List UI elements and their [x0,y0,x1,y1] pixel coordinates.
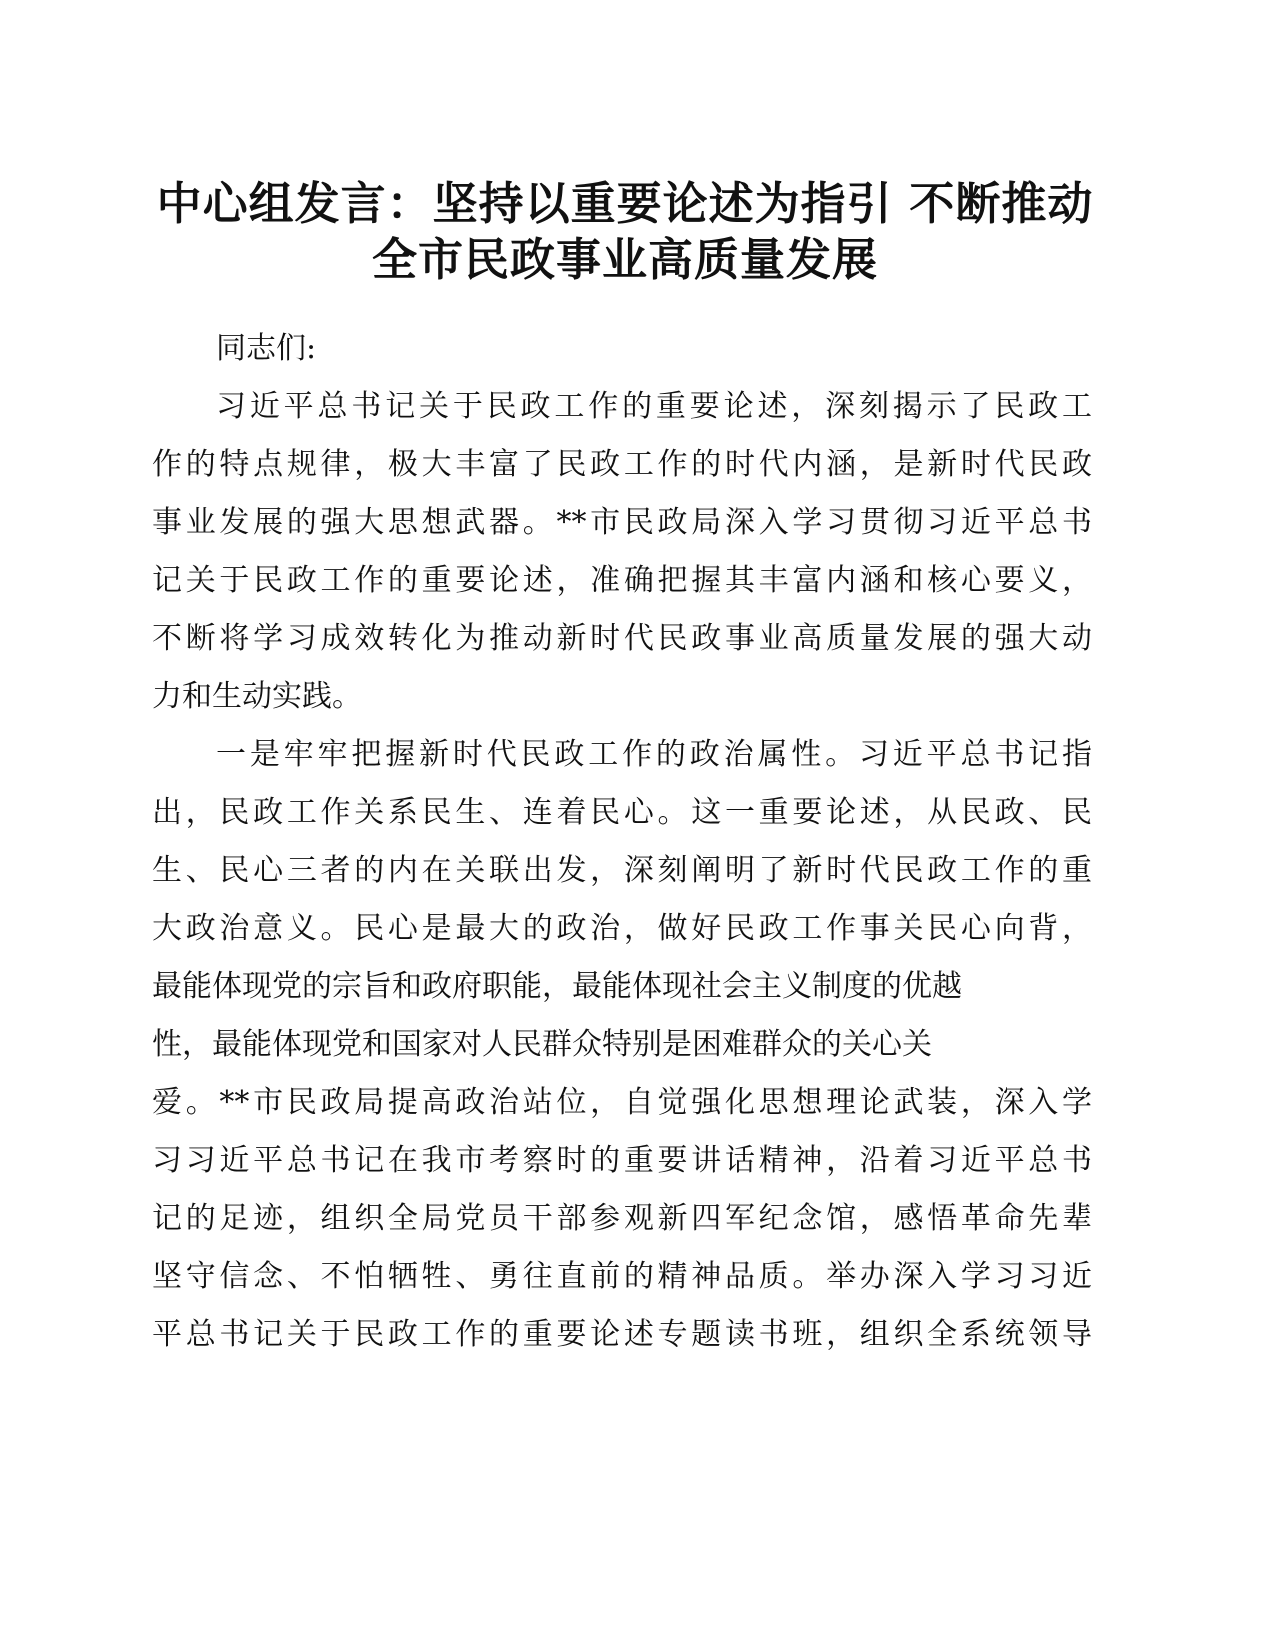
paragraph-line: 平总书记关于民政工作的重要论述专题读书班，组织全系统领导 [152,1317,1092,1352]
paragraph-line: 爱。**市民政局提高政治站位，自觉强化思想理论武装，深入学 [152,1085,1092,1120]
paragraph-line: 生、民心三者的内在关联出发，深刻阐明了新时代民政工作的重 [152,853,1092,888]
paragraph-line: 不断将学习成效转化为推动新时代民政事业高质量发展的强大动 [152,621,1092,656]
paragraph-line: 坚守信念、不怕牺牲、勇往直前的精神品质。举办深入学习习近 [152,1259,1092,1294]
paragraph-line: 习近平总书记关于民政工作的重要论述，深刻揭示了民政工 [216,389,1092,424]
title-line: 中心组发言：坚持以重要论述为指引 不断推动 [156,177,1094,230]
salutation: 同志们: [216,331,317,366]
paragraph-line: 作的特点规律，极大丰富了民政工作的时代内涵，是新时代民政 [152,447,1092,482]
paragraph-line: 记的足迹，组织全局党员干部参观新四军纪念馆，感悟革命先辈 [152,1201,1092,1236]
paragraph-line: 大政治意义。民心是最大的政治，做好民政工作事关民心向背， [152,911,1092,946]
paragraph-line: 力和生动实践。 [152,679,362,714]
paragraph-line: 性，最能体现党和国家对人民群众特别是困难群众的关心关 [152,1027,932,1062]
document-body [152,320,1092,1364]
paragraph-line: 习习近平总书记在我市考察时的重要讲话精神，沿着习近平总书 [152,1143,1092,1178]
title-line: 全市民政事业高质量发展 [371,233,878,286]
paragraph-1 [152,378,1092,726]
paragraph-line: 一是牢牢把握新时代民政工作的政治属性。习近平总书记指 [216,737,1092,772]
paragraph-line: 出，民政工作关系民生、连着民心。这一重要论述，从民政、民 [152,795,1092,830]
paragraph-2 [152,726,1092,1364]
paragraph-line: 事业发展的强大思想武器。**市民政局深入学习贯彻习近平总书 [152,505,1092,540]
document-title [150,176,1100,288]
paragraph-line: 最能体现党的宗旨和政府职能，最能体现社会主义制度的优越 [152,969,962,1004]
paragraph-line: 记关于民政工作的重要论述，准确把握其丰富内涵和核心要义， [152,563,1092,598]
